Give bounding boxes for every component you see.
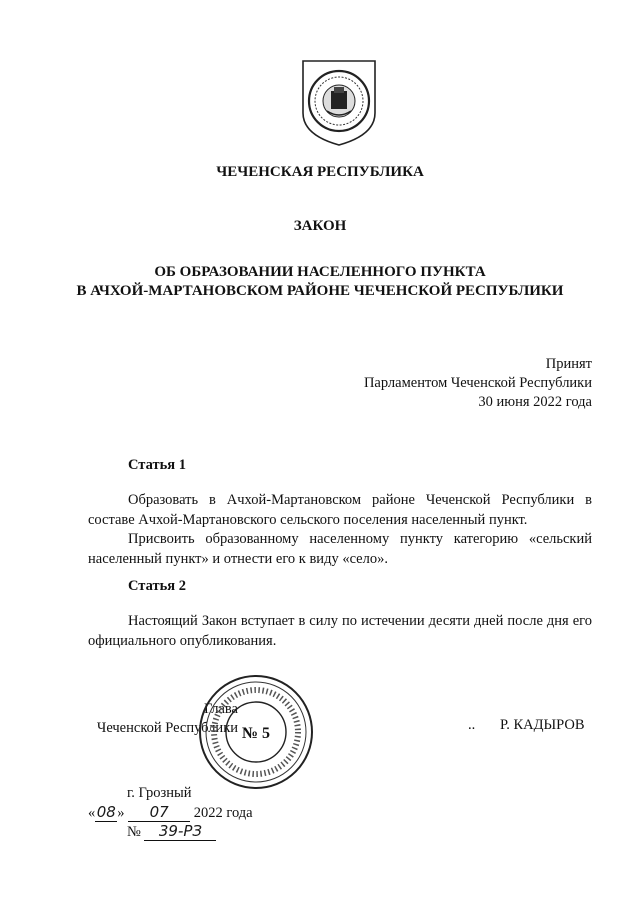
article-1-paragraph-2: Присвоить образованному населенному пункту категорию «сельский населенный пункт» и отнести его к виду «село».: [88, 531, 592, 567]
article-2-heading: Статья 2: [128, 578, 186, 594]
number-value: 39-РЗ: [144, 822, 216, 841]
number-label: №: [127, 824, 141, 840]
date-day: 08: [96, 803, 116, 821]
date-open-quote: «: [88, 805, 96, 821]
document-type-heading: ЗАКОН: [293, 218, 347, 234]
subject-line-1: ОБ ОБРАЗОВАНИИ НАСЕЛЕННОГО ПУНКТА: [154, 264, 486, 280]
law-subject-heading: [0, 263, 640, 301]
adoption-line-2: Парламентом Чеченской Республики: [363, 375, 592, 391]
article-1-heading: Статья 1: [128, 457, 186, 473]
law-number: [127, 822, 216, 841]
article-2-paragraph-1: Настоящий Закон вступает в силу по истечении десяти дней после дня его официального опубликования.: [88, 613, 592, 649]
signatory-name: Р. КАДЫРОВ: [500, 717, 585, 733]
signature-mark: ..: [468, 717, 476, 733]
adoption-date: 30 июня 2022 года: [478, 394, 592, 410]
signatory-title-line-2: Чеченской Республики: [96, 720, 238, 736]
subject-line-2: В АЧХОЙ-МАРТАНОВСКОМ РАЙОНЕ ЧЕЧЕНСКОЙ РЕСПУБЛИКИ: [76, 283, 564, 299]
date-year: 2022 года: [193, 805, 253, 821]
date-close-quote: »: [117, 805, 125, 821]
seal-number: № 5: [241, 725, 271, 742]
adoption-line-1: Принят: [545, 356, 592, 372]
signing-date: [88, 803, 253, 822]
article-1-paragraph-1: Образовать в Ачхой-Мартановском районе Чеченской Республики в составе Ачхой-Мартановского сельского поселения населенный пункт.: [88, 492, 592, 528]
adoption-block: [272, 355, 592, 412]
signatory-title-line-1: Глава: [203, 701, 238, 717]
coat-of-arms-emblem: [297, 57, 381, 147]
city-line: г. Грозный: [127, 785, 192, 801]
official-seal: [196, 672, 316, 792]
date-month: 07: [128, 803, 190, 822]
country-heading: ЧЕЧЕНСКАЯ РЕСПУБЛИКА: [216, 164, 424, 180]
